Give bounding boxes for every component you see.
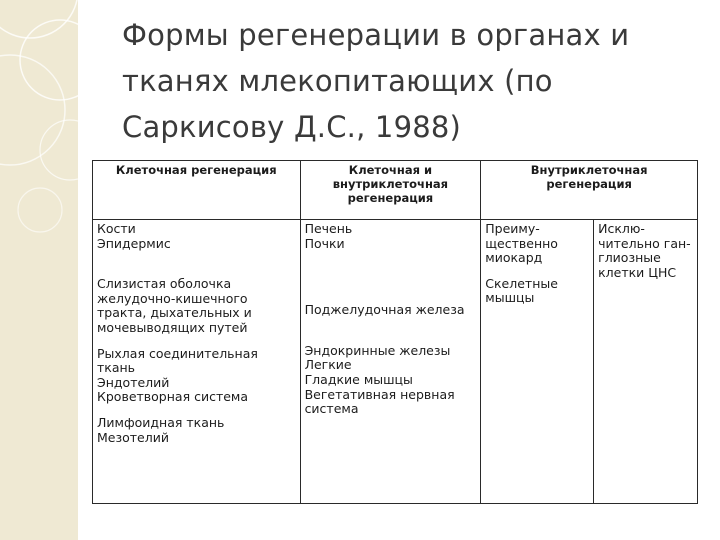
list-item: Кости Эпидермис [97,221,171,251]
list-item: Поджелудочная железа [304,302,465,318]
list-item: Печень Почки [304,221,353,251]
header-cellular-intracellular: Клеточная и внутриклеточная регенерация [300,161,481,220]
cell-intracellular-predominant [481,220,594,504]
list-item: Эндокринные железы Легкие Гладкие мышцы Вегетативная нервная система [304,342,455,417]
cell-cellular-intracellular [300,220,481,504]
list-item: Преиму- щественно миокард [485,221,558,266]
decorative-side-band [0,0,78,540]
slide-title: Формы регенерации в органах и тканях млекопитающих (по Саркисову Д.С., 1988) [122,18,630,144]
list-item: Слизистая оболочка желудочно-кишечного тракта, дыхательных и мочевыводящих путей [97,276,252,335]
list-item: Лимфоидная ткань Мезотелий [97,414,225,445]
header-intracellular: Внутриклеточная регенерация [481,161,698,220]
list-item: Рыхлая соединительная ткань Эндотелий Кроветворная система [97,345,258,405]
cell-intracellular-exclusive [594,220,698,504]
table-row [93,220,698,504]
regeneration-table [92,160,698,504]
decorative-circles [0,0,78,540]
table-header-row [93,161,698,220]
header-cellular: Клеточная регенерация [93,161,301,220]
list-item: Скелетные мышцы [485,275,558,306]
regeneration-table-container [92,160,698,504]
list-item: Исклю- чительно ган- глиозные клетки ЦНС [598,221,691,280]
cell-cellular [93,220,301,504]
